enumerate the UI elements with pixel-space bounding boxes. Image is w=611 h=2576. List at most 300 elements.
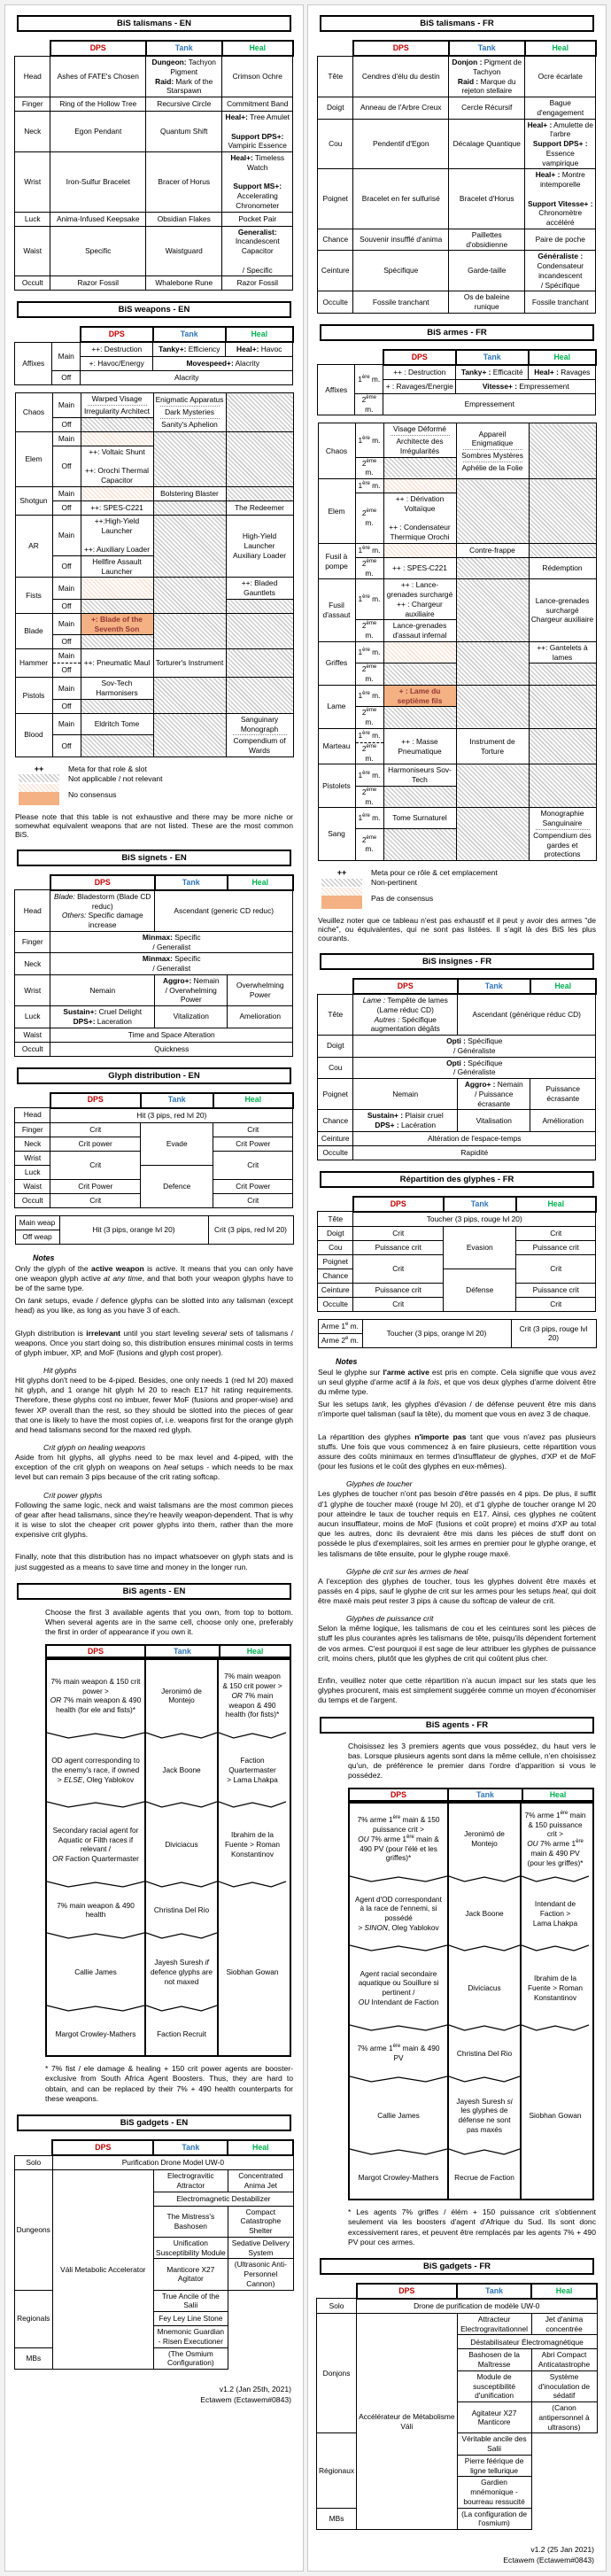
agent-cell: 7% arme 1ère main & 490 PV bbox=[357, 2044, 440, 2063]
agent-cell: Diviciacus bbox=[165, 1839, 198, 1849]
table-cell: Paillettes d'obsidienne bbox=[449, 229, 525, 251]
section-title-weapons-fr: BiS armes - FR bbox=[320, 324, 594, 341]
weapons-note-fr: Veuillez noter que ce tableau n'est pas exhaustif et il peut y avoir des armes "de niche", ou équivalentes, qui ne sont pas listées. Il s'agit là des BiS les plus courants. bbox=[318, 916, 596, 943]
table-cell: Monographie Sanguinaire Compendium des gardes et protections bbox=[529, 808, 596, 861]
table-cell: Ceinture bbox=[318, 251, 353, 291]
legend-row-na bbox=[321, 878, 598, 887]
table-cell: Waist bbox=[15, 1028, 50, 1042]
table-cell: 2ème m. bbox=[355, 557, 383, 579]
agent-cell: Jeronimó de Montejo bbox=[161, 1686, 202, 1705]
table-cell bbox=[318, 1197, 353, 1212]
table-cell: Ascendant (generic CD reduc) bbox=[155, 890, 293, 932]
table-cell bbox=[318, 979, 353, 994]
table-cell: Solo bbox=[14, 2155, 52, 2170]
glyph-table-fr bbox=[316, 1196, 598, 1312]
table-cell: 1ère m. bbox=[355, 764, 383, 787]
note-paragraph: Seul le glyphe sur l'arme active est pris en compte. Cela signifie que vous avez un seul glyphe d'arme actif à la fois, et que vos deux glyphes d'arme doivent être du même type. bbox=[318, 1367, 597, 1397]
table-cell bbox=[153, 613, 226, 649]
agent-cell: Ibrahim de la Fuente > Roman Konstantinov bbox=[527, 1974, 584, 2002]
nc-hatch-swatch bbox=[321, 888, 362, 896]
table-cell: Crit power bbox=[50, 1137, 141, 1151]
nc-solid-swatch bbox=[19, 792, 59, 805]
table-cell: ++:High-Yield Launcher ++: Auxiliary Loader bbox=[81, 515, 153, 555]
agents-table-en bbox=[45, 1644, 291, 2057]
column-header-tank: Tank bbox=[456, 350, 529, 365]
column-header-dps: DPS bbox=[52, 2140, 153, 2155]
table-cell: Elem bbox=[15, 431, 52, 486]
table-cell: Whalebone Rune bbox=[146, 276, 222, 291]
table-cell: Minmax: Specific / Generalist bbox=[50, 953, 293, 975]
glyph-table-en bbox=[13, 1092, 295, 1208]
table-cell: Crit Power bbox=[213, 1179, 293, 1193]
table-cell bbox=[81, 431, 153, 446]
table-cell bbox=[529, 728, 596, 764]
table-cell: Aggro+: Nemain / Overwhelming Power bbox=[155, 974, 228, 1005]
table-cell bbox=[153, 500, 226, 515]
table-cell: Dungeon: Tachyon Pigment Raid: Mark of the Starspawn bbox=[146, 56, 222, 97]
table-cell: Hit (3 pips, red lvl 20) bbox=[50, 1108, 293, 1123]
table-cell: Crit bbox=[213, 1193, 293, 1207]
agents-tank-column bbox=[447, 1804, 520, 2199]
section-title-glyphs-en: Glyph distribution - EN bbox=[17, 1067, 291, 1084]
table-cell: Attracteur Electrogravitationnel bbox=[457, 2313, 531, 2335]
agent-cell: Agent racial secondaire aquatique ou Souillure si pertinent / OU Intendant de Faction bbox=[358, 1968, 439, 2007]
table-cell: Tanky+: Efficiency bbox=[153, 342, 226, 357]
table-cell: Affixes bbox=[318, 365, 355, 415]
column-header-heal: Heal bbox=[529, 350, 596, 365]
table-cell: Puissance écrasante bbox=[530, 1079, 596, 1110]
table-cell: 2ème m. bbox=[355, 457, 383, 479]
table-cell: Neck bbox=[15, 953, 50, 975]
table-cell: Affixes bbox=[15, 342, 52, 385]
talismans-table-fr bbox=[316, 40, 598, 314]
table-cell: Poignet bbox=[318, 1254, 353, 1269]
table-cell: Crit (3 pips, rouge lvl 20) bbox=[511, 1319, 596, 1347]
table-cell: Main bbox=[52, 431, 81, 446]
column-header-heal: Heal bbox=[522, 1788, 594, 1802]
table-cell: Wrist bbox=[15, 1151, 50, 1165]
table-cell: Dungeons bbox=[14, 2170, 52, 2291]
table-cell: 1ère m. bbox=[355, 579, 383, 620]
table-cell: Puissance crit bbox=[516, 1240, 596, 1254]
table-cell: Cou bbox=[318, 119, 353, 169]
column-header-heal: Heal bbox=[228, 875, 293, 890]
table-cell: Spécifique bbox=[353, 251, 449, 291]
agent-cell: Margot Crowley-Mathers bbox=[55, 2029, 136, 2038]
table-cell bbox=[226, 678, 293, 714]
table-cell: Waist bbox=[15, 226, 50, 276]
table-cell: Alacrity bbox=[81, 371, 293, 385]
table-cell: Main bbox=[52, 713, 81, 735]
table-cell: Opti : Spécifique / Généraliste bbox=[353, 1036, 596, 1058]
agent-cell: Jayesh Suresh if defence glyphs are not maxed bbox=[150, 1958, 213, 1986]
column-header-heal: Heal bbox=[222, 41, 293, 56]
table-cell: Bracelet d'Horus bbox=[449, 169, 525, 229]
section-title-signets-en: BiS signets - EN bbox=[17, 850, 291, 866]
table-cell: Doigt bbox=[318, 1036, 353, 1058]
table-cell: Luck bbox=[15, 1165, 50, 1179]
column-header-heal: Heal bbox=[219, 1644, 291, 1658]
column-header-tank: Tank bbox=[457, 2284, 531, 2299]
page-en bbox=[4, 4, 304, 2572]
table-cell bbox=[15, 41, 50, 56]
table-cell: Sedative Delivery System bbox=[228, 2237, 293, 2259]
table-cell: Doigt bbox=[318, 97, 353, 120]
version-line: v1.2 (Jan 25th, 2021) bbox=[219, 2385, 291, 2394]
table-cell: Crit bbox=[213, 1122, 293, 1137]
table-cell: Main weap bbox=[15, 1215, 59, 1230]
table-cell: Visage Déformé Architecte des Irrégularités bbox=[383, 423, 456, 457]
agent-cell: Agent d'OD correspondant à la race de l'ennemi, si possédé > SINON, Oleg Yablokov bbox=[355, 1894, 442, 1933]
note-heading: Hit glyphs bbox=[43, 1366, 77, 1376]
agent-cell: Diviciacus bbox=[468, 1982, 501, 1992]
column-header-dps: DPS bbox=[383, 350, 456, 365]
weapons-table-en-grid bbox=[15, 392, 294, 757]
table-cell bbox=[383, 479, 456, 493]
zigzag-divider bbox=[47, 2004, 144, 2013]
weapon-glyph-table-fr-grid bbox=[318, 1319, 597, 1348]
table-cell: Main bbox=[52, 342, 81, 371]
table-cell: Sanguinary Monograph Compendium of Wards bbox=[226, 713, 293, 757]
table-cell: 1ère m. bbox=[355, 423, 383, 457]
table-cell bbox=[383, 663, 456, 686]
table-cell: 2ème m. bbox=[355, 742, 383, 764]
table-cell bbox=[81, 735, 153, 757]
table-cell bbox=[226, 486, 293, 500]
column-header-heal: Heal bbox=[213, 1093, 293, 1108]
zigzag-divider bbox=[219, 1731, 286, 1740]
table-cell: Chance bbox=[318, 1110, 353, 1132]
table-cell: ++ : Dérivation Voltaïque ++ : Condensateur Thermique Orochi bbox=[383, 493, 456, 544]
agent-cell: Jayesh Suresh si les glyphes de défense ne sont pas maxés bbox=[456, 2096, 513, 2135]
table-cell: Generalist: Incandescent Capacitor / Specific bbox=[222, 226, 293, 276]
table-cell: Crit bbox=[353, 1226, 444, 1240]
column-header-tank: Tank bbox=[144, 1644, 220, 1658]
table-cell: Crit bbox=[50, 1122, 141, 1137]
agents-tank-column bbox=[144, 1660, 217, 2055]
table-cell: ++ : Masse Pneumatique bbox=[383, 728, 456, 764]
table-cell bbox=[153, 678, 226, 714]
table-cell: Razor Fossil bbox=[50, 276, 146, 291]
table-cell: Occulte bbox=[318, 291, 353, 314]
legend-label: Meta for that role & slot bbox=[68, 764, 147, 773]
table-cell bbox=[81, 635, 153, 649]
table-cell: Bolstering Blaster bbox=[153, 486, 226, 500]
table-cell: ++ : SPES-C221 bbox=[383, 557, 456, 579]
talismans-table-fr-grid bbox=[317, 40, 597, 314]
zigzag-divider bbox=[219, 1880, 286, 1889]
table-cell: Toucher (3 pips, orange lvl 20) bbox=[362, 1319, 511, 1347]
table-cell: Occult bbox=[15, 1042, 50, 1056]
legend-label: Pas de consensus bbox=[371, 894, 434, 903]
table-cell: Off bbox=[52, 555, 81, 578]
table-cell: Fey Ley Line Stone bbox=[153, 2312, 228, 2326]
note-paragraph: Les glyphes de toucher n'ont pas besoin d'être passés en 4 pips. De plus, il suffit d'1 glyphe de toucher maxé (rouge lvl 20), et d'1 glyphe de toucher orange lvl 20 pour atteindre le taux de toucher requis en E17. Ainsi, ces glyphes ne coûtent aucun insufflateur, moins de MoF (fusions et coût propre) et moins d'XP au total que les autres, donc ils devraient être mis dans les pièces de stuff dont on possède le plus d'exemplaires, soit les armes en premier pour le glyphe orange, et les talismans de tête ensuite, pour le glyphe rouge maxé. bbox=[318, 1489, 596, 1558]
legend-row-nc bbox=[321, 888, 598, 909]
table-cell: Heal+: Tree Amulet Support DPS+: Vampiric Essence bbox=[222, 112, 293, 152]
table-cell: Appareil Enigmatique Sombres Mystères Aphélie de la Folie bbox=[456, 423, 529, 479]
agent-cell: Margot Crowley-Mathers bbox=[358, 2172, 439, 2182]
na-swatch bbox=[321, 879, 362, 887]
table-cell bbox=[456, 579, 529, 642]
nc-solid-swatch bbox=[321, 896, 362, 909]
table-cell: Crimson Ochre bbox=[222, 56, 293, 97]
table-cell: ++: Voltaic Shunt ++: Orochi Thermal Capacitor bbox=[81, 446, 153, 486]
table-cell: Nemain bbox=[353, 1079, 458, 1110]
agent-cell: Christina Del Rio bbox=[456, 2048, 513, 2058]
table-cell: Off bbox=[52, 663, 81, 678]
table-cell: 2ème m. bbox=[355, 663, 383, 686]
table-cell: Head bbox=[15, 890, 50, 932]
table-cell: ++: Pneumatic Maul bbox=[81, 649, 153, 678]
table-cell: Rapidité bbox=[353, 1145, 596, 1160]
table-cell: Iron-Sulfur Bracelet bbox=[50, 152, 146, 213]
table-cell bbox=[456, 641, 529, 685]
table-cell: Occulte bbox=[318, 1145, 353, 1160]
table-cell: Sustain+ : Plaisir cruel DPS+ : Lacération bbox=[353, 1110, 458, 1132]
table-cell bbox=[226, 649, 293, 678]
table-cell: 1ère m. bbox=[355, 365, 383, 394]
table-cell: Off bbox=[52, 417, 81, 431]
table-cell: Main bbox=[52, 515, 81, 555]
table-cell: Marteau bbox=[318, 728, 355, 764]
zigzag-divider bbox=[146, 1931, 217, 1940]
na-swatch bbox=[19, 774, 59, 782]
table-cell: Time and Space Alteration bbox=[50, 1028, 293, 1042]
table-cell: Torturer's Instrument bbox=[153, 649, 226, 678]
table-cell: Crit bbox=[50, 1193, 141, 1207]
table-cell: Pistolets bbox=[318, 764, 355, 808]
table-cell bbox=[81, 578, 153, 600]
column-header-tank: Tank bbox=[155, 875, 228, 890]
table-cell: Wrist bbox=[15, 152, 50, 213]
weapons-affixes-table-fr bbox=[316, 349, 598, 416]
table-cell: Ring of the Hollow Tree bbox=[50, 97, 146, 112]
table-cell: Heal+ : Montre intemporelle Support Vitesse+ : Chronomètre accéléré bbox=[525, 169, 596, 229]
table-cell: Accélérateur de Métabolisme Váli bbox=[357, 2313, 458, 2529]
author-line: Ectawem (Ectawem#0843) bbox=[200, 2395, 291, 2405]
table-cell: Neck bbox=[15, 112, 50, 152]
table-cell: Rédemption bbox=[529, 557, 596, 579]
column-header-dps: DPS bbox=[353, 41, 449, 56]
table-cell: Neck bbox=[15, 1137, 50, 1151]
agent-cell: OD agent corresponding to the enemy's race, if owned > ELSE, Oleg Yablokov bbox=[51, 1756, 140, 1784]
table-cell bbox=[317, 2284, 357, 2299]
table-cell bbox=[15, 875, 50, 890]
table-cell bbox=[153, 431, 226, 486]
table-cell: 1ère m. bbox=[355, 479, 383, 493]
column-header-tank: Tank bbox=[449, 41, 525, 56]
table-cell: Main bbox=[52, 678, 81, 700]
table-cell bbox=[226, 431, 293, 486]
table-cell: Abri Compact Anticatastrophe bbox=[531, 2349, 597, 2371]
table-cell: Evade bbox=[141, 1122, 213, 1165]
section-title-agents-fr: BiS agents - FR bbox=[320, 1717, 594, 1734]
table-cell bbox=[226, 613, 293, 649]
table-cell: Heal+: Timeless Watch Support MS+: Accelerating Chronometer bbox=[222, 152, 293, 213]
weapon-glyph-table-fr bbox=[316, 1319, 598, 1348]
table-cell: Crit Power bbox=[50, 1179, 141, 1193]
version-line: v1.2 (25 Jan 2021) bbox=[530, 2545, 594, 2555]
page-fr bbox=[307, 4, 607, 2572]
table-cell: Razor Fossil bbox=[222, 276, 293, 291]
table-cell: MBs bbox=[14, 2347, 52, 2370]
table-cell: Puissance crit bbox=[353, 1240, 444, 1254]
section-title-signets-fr: BiS insignes - FR bbox=[320, 953, 594, 970]
table-cell: Chance bbox=[318, 1269, 353, 1283]
agent-cell: Jack Boone bbox=[162, 1765, 201, 1774]
table-cell: Décalage Quantique bbox=[449, 119, 525, 169]
agent-cell: 7% arme 1ère main & 150 puissance crit > OU 7% arme 1ère main & 490 PV (pour l'élé et les griffes)* bbox=[357, 1815, 440, 1863]
table-cell bbox=[153, 515, 226, 578]
column-header-tank: Tank bbox=[458, 979, 530, 994]
table-cell: Occulte bbox=[318, 1297, 353, 1311]
agent-cell: Callie James bbox=[377, 2110, 420, 2120]
table-cell: +: Blade of the Seventh Son bbox=[81, 613, 153, 635]
table-cell: Main bbox=[52, 649, 81, 663]
table-cell: Cou bbox=[318, 1240, 353, 1254]
table-cell: 1ère m. bbox=[355, 641, 383, 663]
zigzag-divider bbox=[350, 2075, 447, 2083]
table-cell: Griffes bbox=[318, 641, 355, 685]
table-cell: Main bbox=[52, 486, 81, 500]
notes-label: Notes bbox=[33, 1253, 55, 1262]
table-cell: ++ : Destruction bbox=[383, 365, 456, 380]
table-cell: Fusil à pompe bbox=[318, 543, 355, 579]
agent-cell: Jeronimó de Montejo bbox=[464, 1829, 505, 1849]
column-header-tank: Tank bbox=[447, 1788, 523, 1802]
agent-cell: Secondary racial agent for Aquatic or Filth races if relevant / OR Faction Quartermaster bbox=[52, 1825, 139, 1864]
table-cell: Instrument de Torture bbox=[456, 728, 529, 764]
column-header-dps: DPS bbox=[50, 875, 155, 890]
zigzag-divider bbox=[146, 1731, 217, 1740]
note-heading: Glyphes de toucher bbox=[346, 1479, 413, 1489]
weapons-legend-en bbox=[19, 764, 295, 805]
weapons-note-en: Please note that this table is not exhaustive and there may be more niche or somewhat equivalent weapons that are not listed. These are the most common BiS. bbox=[15, 811, 293, 839]
column-header-dps: DPS bbox=[348, 1788, 449, 1802]
weapons-table-fr bbox=[316, 423, 598, 861]
table-cell: Tome Surnaturel bbox=[383, 808, 456, 829]
legend-row-meta bbox=[321, 868, 598, 877]
table-cell: Specific bbox=[50, 226, 146, 276]
zigzag-divider bbox=[350, 2023, 447, 2032]
zigzag-divider bbox=[522, 1944, 589, 1952]
table-cell: Doigt bbox=[318, 1226, 353, 1240]
table-cell: Head bbox=[15, 1108, 50, 1123]
agents-intro: Choose the first 3 available agents that you own, from top to bottom. When several agents are in the same cell, choose only one, preferably the first in order of appearance if you own it. bbox=[45, 1607, 293, 1637]
notes-label: Notes bbox=[336, 1356, 358, 1366]
table-cell: 2ème m. bbox=[355, 620, 383, 642]
table-cell: 2ème m. bbox=[355, 786, 383, 808]
meta-symbol: ++ bbox=[34, 764, 44, 773]
table-cell: Wrist bbox=[15, 974, 50, 1005]
table-cell bbox=[226, 599, 293, 613]
version-footer-en bbox=[17, 2384, 291, 2405]
table-cell: Régionaux bbox=[317, 2433, 357, 2508]
table-cell: Off bbox=[52, 599, 81, 613]
weapons-affixes-table-fr-grid bbox=[317, 349, 597, 416]
table-cell: ++: Gantelets à lames bbox=[529, 641, 596, 663]
zigzag-divider bbox=[449, 2023, 520, 2032]
table-cell: Crit bbox=[516, 1254, 596, 1283]
table-cell: 2ème m. bbox=[355, 707, 383, 729]
section-title-glyphs-fr: Répartition des glyphes - FR bbox=[320, 1171, 594, 1188]
table-cell: Vitesse+ : Empressement bbox=[456, 379, 596, 393]
table-cell: Hit (3 pips, orange lvl 20) bbox=[59, 1215, 208, 1244]
zigzag-divider bbox=[47, 1731, 144, 1740]
table-cell: Occult bbox=[15, 1193, 50, 1207]
table-cell: Pierre féérique de ligne tellurique bbox=[457, 2455, 531, 2477]
table-cell: Jet d'anima concentrée bbox=[531, 2313, 597, 2335]
gadgets-table-en bbox=[13, 2139, 295, 2370]
table-cell: ++: SPES-C221 bbox=[81, 500, 153, 515]
table-cell: Altération de l'espace-temps bbox=[353, 1131, 596, 1145]
author-line: Ectawem (Ectawem#0843) bbox=[503, 2556, 594, 2565]
agent-cell: Intendant de Faction > Lama Lhakpa bbox=[532, 1899, 578, 1928]
table-cell: Défense bbox=[444, 1269, 516, 1311]
table-cell: Manticore X27 Agitator bbox=[153, 2259, 228, 2290]
table-cell: Crit bbox=[353, 1254, 444, 1283]
table-cell: 2ème m. bbox=[355, 493, 383, 544]
agents-footnote: * Les agents 7% griffes / élém + 150 puissance crit s'obtiennent seulement via les boosters d'agent d'Afrique du Sud. Ils sont donc excessivement rares, et peuvent être remplacés par les agents 7% + 490 PV pour ces armes. bbox=[348, 2207, 596, 2246]
table-cell: Main bbox=[52, 578, 81, 600]
table-cell: Crit bbox=[50, 1151, 141, 1179]
zigzag-divider bbox=[350, 1874, 447, 1883]
table-cell: Poignet bbox=[318, 169, 353, 229]
note-heading: Glyphes de puissance crit bbox=[346, 1614, 434, 1624]
table-cell bbox=[81, 599, 153, 613]
table-cell: Lame : Tempête de lames (Lame réduc CD) Autres : Spécifique augmentation dégâts bbox=[353, 994, 458, 1036]
table-cell: Cou bbox=[318, 1057, 353, 1079]
table-cell bbox=[456, 764, 529, 808]
zigzag-divider bbox=[449, 2075, 520, 2083]
table-cell: Généraliste : Condensateur incandescent / Spécifique bbox=[525, 251, 596, 291]
glyph-notes-en bbox=[13, 1264, 295, 1572]
note-paragraph: Only the glyph of the active weapon is active. It means that you can only have one weapon glyph active at any time, and that both your weapon glyphs have to be of the same type. bbox=[15, 1263, 294, 1292]
table-cell bbox=[153, 578, 226, 614]
zigzag-divider bbox=[449, 1944, 520, 1952]
gadgets-table-fr bbox=[316, 2283, 598, 2530]
table-cell: ++ : Lance-grenades surchargé ++ : Chargeur auxiliaire bbox=[383, 579, 456, 620]
table-cell: Fists bbox=[15, 578, 52, 614]
agent-cell: 7% main weapon & 150 crit power > OR 7% main weapon & 490 health (for ele and fists)* bbox=[50, 1676, 142, 1715]
table-cell: Hammer bbox=[15, 649, 52, 678]
zigzag-divider bbox=[47, 1931, 144, 1940]
table-cell: ++: Bladed Gauntlets bbox=[226, 578, 293, 600]
table-cell: Bashosen de la Maîtresse bbox=[457, 2349, 531, 2371]
table-cell: Waistguard bbox=[146, 226, 222, 276]
table-cell: Finger bbox=[15, 97, 50, 112]
section-title-talismans-fr: BiS talismans - FR bbox=[320, 15, 594, 32]
table-cell: 2ème m. bbox=[355, 828, 383, 860]
note-paragraph: Sur les setups tank, les glyphes d'évasion / de défense peuvent être mis dans n'importe quel talisman (sauf la tête), du moment que vous en avez 3 de chaque. bbox=[318, 1400, 596, 1419]
note-paragraph: A l'exception des glyphes de toucher, tous les glyphes doivent être maxés et passés en 4 pips, sauf le glyphe de crit sur les armes pour les setups heal, qui doit être maxé mais peut rester 3 pips à cause du softcap de valeur de crit. bbox=[318, 1576, 596, 1606]
column-header-tank: Tank bbox=[444, 1197, 516, 1212]
table-cell: Off bbox=[52, 635, 81, 649]
weapons-table-fr-grid bbox=[318, 423, 597, 861]
table-cell: Gardien mnémonique - bourreau ressucité bbox=[457, 2477, 531, 2508]
gadgets-table-fr-grid bbox=[316, 2283, 598, 2530]
table-cell: Quantum Shift bbox=[146, 112, 222, 152]
table-cell bbox=[383, 828, 456, 860]
table-cell: Purification Drone Model UW-0 bbox=[52, 2155, 293, 2170]
column-header-tank: Tank bbox=[153, 327, 226, 342]
version-footer-fr bbox=[320, 2544, 594, 2565]
table-cell: Souvenir insufflé d'anima bbox=[353, 229, 449, 251]
table-cell bbox=[153, 713, 226, 757]
weapons-affixes-table-en bbox=[13, 326, 295, 385]
table-cell: Lame bbox=[318, 685, 355, 728]
